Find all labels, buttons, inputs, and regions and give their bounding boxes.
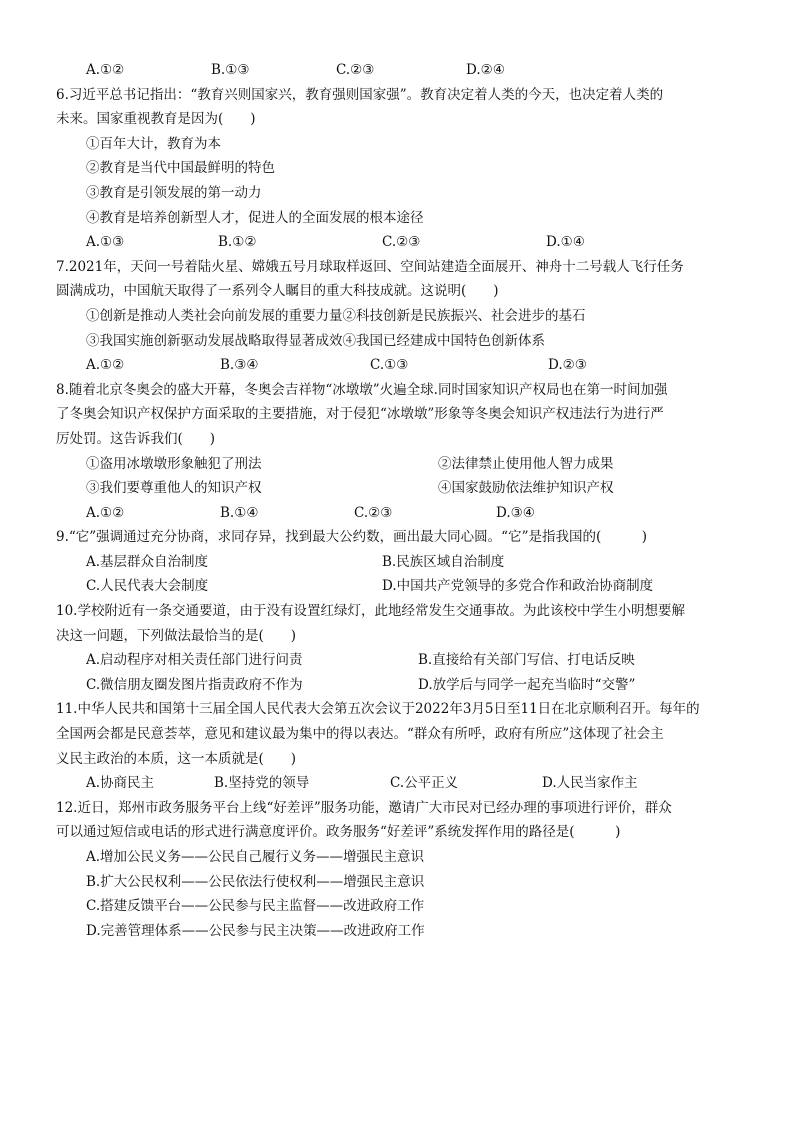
- q10-stem-line: 10.学校附近有一条交通要道，由于没有设置红绿灯，此地经常发生交通事故。为此该校中学生小明想要解: [56, 603, 685, 620]
- q8-statement: ①盗用冰墩墩形象触犯了刑法: [86, 455, 262, 472]
- q9-option-b: B.民族区域自治制度: [382, 553, 505, 570]
- q11-stem-line: 全国两会都是民意荟萃，意见和建议最为集中的得以表达。“群众有所呼，政府有所应”这体现了社会主: [56, 726, 664, 743]
- q9-option-a: A.基层群众自治制度: [86, 553, 209, 570]
- q6-stem-line: 6.习近平总书记指出：“教育兴则国家兴，教育强则国家强”。教育决定着人类的今天，也决定着人类的: [56, 86, 664, 103]
- q8-option-a: A.①②: [86, 504, 125, 521]
- q7-option-c: C.①③: [370, 357, 409, 374]
- q8-statement: ④国家鼓励依法维护知识产权: [438, 480, 614, 497]
- q8-option-c: C.②③: [354, 504, 393, 521]
- q11-option-a: A.协商民主: [86, 775, 155, 792]
- q8-option-b: B.①④: [220, 504, 259, 521]
- q6-options: [56, 230, 742, 255]
- q9-options-row: [56, 574, 742, 599]
- q7-statement: ①创新是推动人类社会向前发展的重要力量②科技创新是民族振兴、社会进步的基石: [86, 307, 586, 324]
- q12-option-b: B.扩大公民权利——公民依法行使权利——增强民主意识: [86, 873, 425, 890]
- q11-option-b: B.坚持党的领导: [214, 775, 310, 792]
- q7-options: [56, 353, 742, 378]
- q11-option-c: C.公平正义: [390, 775, 459, 792]
- q8-option-d: D.③④: [496, 504, 535, 521]
- q10-option-d: D.放学后与同学一起充当临时“交警”: [418, 676, 636, 693]
- q8-statements-row: [56, 476, 742, 501]
- q11-stem-line: 11.中华人民共和国第十三届全国人民代表大会第五次会议于2022年3月5日至11日在北京顺利召开。每年的: [56, 701, 700, 718]
- q12-stem-line: 12.近日，郑州市政务服务平台上线“好差评”服务功能，邀请广大市民对已经办理的事项进行评价，群众: [56, 799, 672, 816]
- q10-options-row: [56, 648, 742, 673]
- q8-statements-row: [56, 452, 742, 477]
- q8-statement: ②法律禁止使用他人智力成果: [438, 455, 614, 472]
- q6-statement: ①百年大计，教育为本: [86, 135, 221, 152]
- q8-stem-line: 厉处罚。这告诉我们( ): [56, 430, 216, 447]
- q11-option-d: D.人民当家作主: [542, 775, 638, 792]
- exam-page: [56, 58, 742, 943]
- q8-statement: ③我们要尊重他人的知识产权: [86, 480, 262, 497]
- q11-stem-line: 义民主政治的本质，这一本质就是( ): [56, 750, 297, 767]
- q10-option-a: A.启动程序对相关责任部门进行问责: [86, 652, 303, 669]
- q12-option-a: A.增加公民义务——公民自己履行义务——增强民主意识: [86, 849, 425, 865]
- q12-option-d: D.完善管理体系——公民参与民主决策——改进政府工作: [86, 922, 425, 939]
- q6-option-a: A.①③: [86, 234, 125, 251]
- q8-stem-line: 了冬奥会知识产权保护方面采取的主要措施，对于侵犯“冰墩墩”形象等冬奥会知识产权违法行为进行严: [56, 406, 664, 423]
- q12-stem-line: 可以通过短信或电话的形式进行满意度评价。政务服务“好差评”系统发挥作用的路径是( ): [56, 824, 621, 841]
- q12-option-c: C.搭建反馈平台——公民参与民主监督——改进政府工作: [86, 898, 425, 915]
- q6-option-d: D.①④: [546, 234, 585, 251]
- q7-option-b: B.③④: [220, 357, 259, 374]
- q9-stem-line: 9.“它”强调通过充分协商，求同存异，找到最大公约数，画出最大同心圆。“它”是指我国的( ): [56, 529, 648, 546]
- q9-option-c: C.人民代表大会制度: [86, 578, 209, 595]
- q5-option-d: D.②④: [466, 62, 505, 78]
- q6-option-c: C.②③: [382, 234, 421, 251]
- q6-statement: ③教育是引领发展的第一动力: [86, 184, 262, 201]
- q8-options: [56, 501, 742, 526]
- q9-option-d: D.中国共产党领导的多党合作和政治协商制度: [382, 578, 654, 595]
- q7-stem-line: 圆满成功，中国航天取得了一系列令人瞩目的重大科技成就。这说明( ): [56, 283, 499, 300]
- q7-statement: ③我国实施创新驱动发展战略取得显著成效④我国已经建成中国特色创新体系: [86, 332, 545, 349]
- q5-option-c: C.②③: [336, 62, 375, 78]
- q7-stem-line: 7.2021年，天问一号着陆火星、嫦娥五号月球取样返回、空间站建造全面展开、神舟十二号载人飞行任务: [56, 258, 684, 275]
- q6-statement: ②教育是当代中国最鲜明的特色: [86, 160, 275, 177]
- q10-option-b: B.直接给有关部门写信、打电话反映: [418, 652, 635, 669]
- q10-option-c: C.微信朋友圈发图片指责政府不作为: [86, 676, 303, 693]
- q6-statement: ④教育是培养创新型人才，促进人的全面发展的根本途径: [86, 209, 424, 226]
- q6-stem-line: 未来。国家重视教育是因为( ): [56, 111, 256, 128]
- q11-options: [56, 771, 742, 796]
- q5-option-b: B.①③: [211, 62, 250, 78]
- q6-option-b: B.①②: [218, 234, 257, 251]
- q7-option-a: A.①②: [86, 357, 125, 374]
- q7-option-d: D.②③: [548, 357, 587, 374]
- q5-option-a: A.①②: [86, 62, 125, 78]
- q5-options: [56, 58, 742, 83]
- q10-stem-line: 决这一问题，下列做法最恰当的是( ): [56, 627, 297, 644]
- q8-stem-line: 8.随着北京冬奥会的盛大开幕，冬奥会吉祥物“冰墩墩”火遍全球.同时国家知识产权局也在第一时间加强: [56, 381, 668, 398]
- q9-options-row: [56, 550, 742, 575]
- q10-options-row: [56, 673, 742, 698]
